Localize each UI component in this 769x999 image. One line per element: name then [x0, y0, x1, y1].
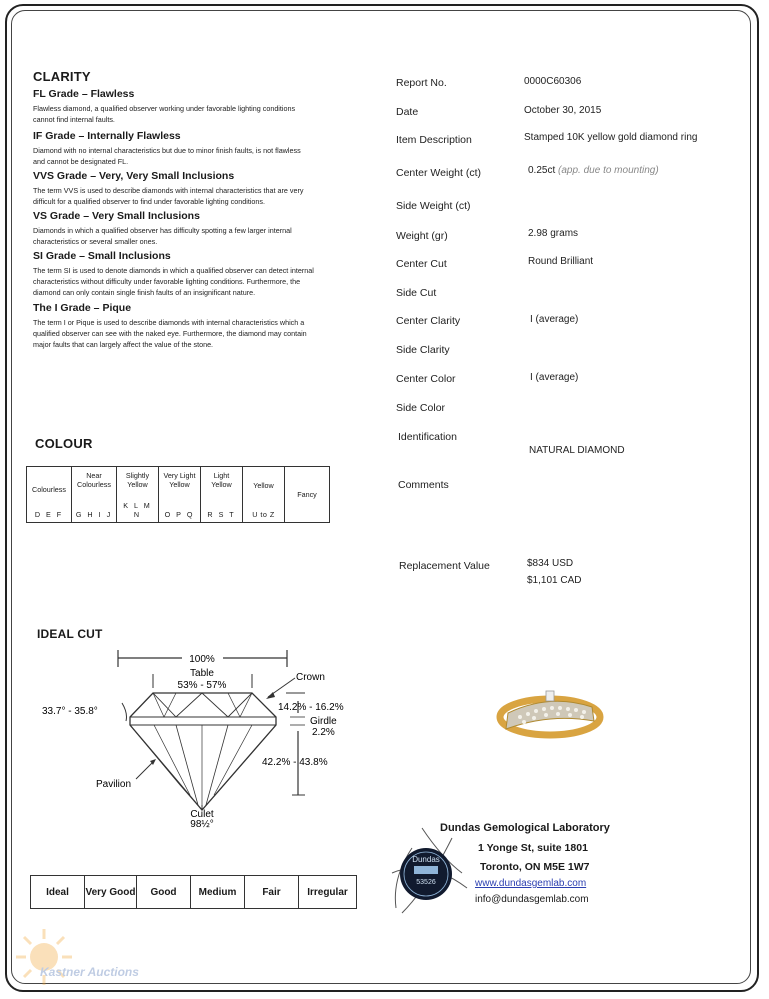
report-value: October 30, 2015: [524, 105, 602, 116]
grade-desc-line: Diamond with no internal characteristics but due to minor finish faults, is not flawless: [33, 146, 301, 155]
center-weight-value: 0.25ct: [528, 165, 556, 176]
report-label: Comments: [398, 479, 449, 491]
grade-desc-line: The term I or Pique is used to describe diamonds with internal characteristics which a: [33, 318, 305, 327]
report-label: Center Cut: [396, 258, 447, 270]
seal-number: 53526: [416, 879, 436, 886]
grade-title: VS Grade – Very Small Inclusions: [33, 210, 200, 222]
lab-name: Dundas Gemological Laboratory: [440, 822, 610, 834]
report-label: Identification: [398, 431, 457, 443]
kastner-watermark: [14, 927, 139, 989]
lab-address-1: 1 Yonge St, suite 1801: [478, 842, 588, 854]
crown-height: 14.2% - 16.2%: [278, 702, 344, 713]
report-label: Side Weight (ct): [396, 200, 471, 212]
report-value: [528, 165, 659, 176]
colour-heading: COLOUR: [35, 436, 93, 451]
grade-desc-line: difficult for a qualified observer to find under favorable lighting conditions.: [33, 197, 266, 206]
table-label: Table: [190, 668, 214, 679]
colour-letters: K L M N: [123, 500, 152, 519]
cut-grade-cell: Medium: [191, 876, 245, 909]
grade-vvs: [33, 170, 353, 210]
watermark-text: Kastner Auctions: [40, 965, 139, 979]
grade-desc-line: qualified observer can see with the naked eye. Furthermore, the diamond may contain: [33, 329, 307, 338]
cut-grade-table: [30, 875, 357, 909]
grade-desc-line: and cannot be designated FL.: [33, 157, 129, 166]
grade-desc-line: cannot find internal faults.: [33, 115, 115, 124]
replacement-usd: $834 USD: [527, 558, 574, 569]
report-label: Date: [396, 106, 419, 118]
colour-name: Fancy: [297, 490, 317, 499]
lab-email: info@dundasgemlab.com: [475, 894, 589, 905]
report-value: 0000C60306: [524, 76, 582, 87]
grade-desc-line: characteristics without difficulty under favorable lighting conditions. Furthermore, the: [33, 277, 301, 286]
grade-desc-line: The term VVS is used to describe diamonds with internal characteristics that are very: [33, 186, 304, 195]
seal-text: Dundas: [412, 855, 440, 864]
report-label: Report No.: [396, 77, 447, 89]
colour-name: Very Light Yellow: [163, 470, 196, 489]
ideal-cut-heading: IDEAL CUT: [37, 627, 103, 641]
lab-address-2: Toronto, ON M5E 1W7: [480, 861, 590, 873]
crown-angle: 33.7° - 35.8°: [42, 706, 98, 717]
girdle-label: Girdle: [310, 716, 337, 727]
pavilion-label: Pavilion: [96, 779, 132, 790]
colour-name: Colourless: [32, 484, 66, 494]
grade-title: The I Grade – Pique: [33, 302, 132, 314]
table-range: 53% - 57%: [177, 680, 227, 691]
clarity-heading: CLARITY: [33, 69, 91, 84]
colour-name: Yellow: [253, 480, 274, 490]
cut-grade-cell: Irregular: [299, 876, 357, 909]
grade-if: [33, 130, 353, 170]
grade-vs: [33, 210, 353, 250]
replacement-cad: $1,101 CAD: [527, 575, 582, 586]
grade-title: SI Grade – Small Inclusions: [33, 250, 171, 262]
report-value: Stamped 10K yellow gold diamond ring: [524, 132, 698, 143]
crown-label: Crown: [296, 672, 325, 683]
grade-desc-line: Diamonds in which a qualified observer has difficulty spotting a few larger internal: [33, 226, 292, 235]
grade-desc-line: diamond can only contain single finish faults of an insignificant nature.: [33, 288, 256, 297]
grade-desc-line: Flawless diamond, a qualified observer working under favorable lighting conditions: [33, 104, 296, 113]
report-value: I (average): [530, 314, 579, 325]
colour-cell: [72, 467, 117, 523]
grade-desc-line: characteristics or several smaller ones.: [33, 237, 158, 246]
colour-name: Light Yellow: [211, 470, 232, 489]
report-value: 2.98 grams: [528, 228, 579, 239]
colour-letters: O P Q: [164, 509, 195, 519]
lab-website-link[interactable]: www.dundasgemlab.com: [475, 878, 587, 889]
colour-cell: [285, 467, 330, 523]
clarity-grades: [33, 88, 353, 350]
girdle-value: 2.2%: [312, 727, 335, 738]
grade-fl: [33, 88, 353, 130]
diamond-cut-diagram: [30, 645, 360, 835]
culet-label: Culet: [190, 809, 214, 820]
colour-cell: [159, 467, 201, 523]
report-label: Side Cut: [396, 287, 437, 299]
report-label: Center Weight (ct): [396, 167, 481, 179]
cut-grade-cell: Very Good: [85, 876, 137, 909]
report-value: Round Brilliant: [528, 256, 594, 267]
ring-photo: [490, 685, 610, 745]
colour-letters: R S T: [207, 509, 236, 519]
center-weight-note: (app. due to mounting): [558, 165, 659, 176]
cut-grade-cell: Fair: [245, 876, 299, 909]
pavilion-depth: 42.2% - 43.8%: [262, 757, 328, 768]
colour-name: Near Colourless: [77, 470, 111, 489]
colour-scale-table: [26, 466, 330, 523]
culet-value: 98½°: [190, 819, 214, 830]
grade-title: VVS Grade – Very, Very Small Inclusions: [33, 170, 235, 182]
colour-letters: U to Z: [252, 509, 275, 519]
grade-desc-line: major faults that can largely affect the value of the stone.: [33, 340, 214, 349]
report-value: NATURAL DIAMOND: [529, 445, 625, 456]
colour-cell: [27, 467, 72, 523]
grade-desc-line: The term SI is used to denote diamonds in which a qualified observer can detect internal: [33, 266, 314, 275]
colour-letters: D E F: [34, 509, 64, 519]
grade-title: FL Grade – Flawless: [33, 88, 135, 100]
report-value: I (average): [530, 372, 579, 383]
report-label: Side Clarity: [396, 344, 450, 356]
width-label: 100%: [189, 654, 215, 665]
grade-i: [33, 302, 353, 350]
cut-grade-cell: Good: [137, 876, 191, 909]
replacement-label: Replacement Value: [399, 560, 490, 572]
grade-si: [33, 250, 353, 302]
report-label: Item Description: [396, 134, 472, 146]
colour-name: Slightly Yellow: [125, 470, 150, 489]
colour-cell: [201, 467, 243, 523]
colour-letters: G H I J: [75, 509, 113, 519]
report-label: Center Clarity: [396, 315, 461, 327]
grade-title: IF Grade – Internally Flawless: [33, 130, 181, 142]
report-label: Center Color: [396, 373, 456, 385]
colour-cell: [243, 467, 285, 523]
cut-grade-cell: Ideal: [31, 876, 85, 909]
report-label: Weight (gr): [396, 230, 448, 242]
report-label: Side Color: [396, 402, 446, 414]
colour-cell: [117, 467, 159, 523]
